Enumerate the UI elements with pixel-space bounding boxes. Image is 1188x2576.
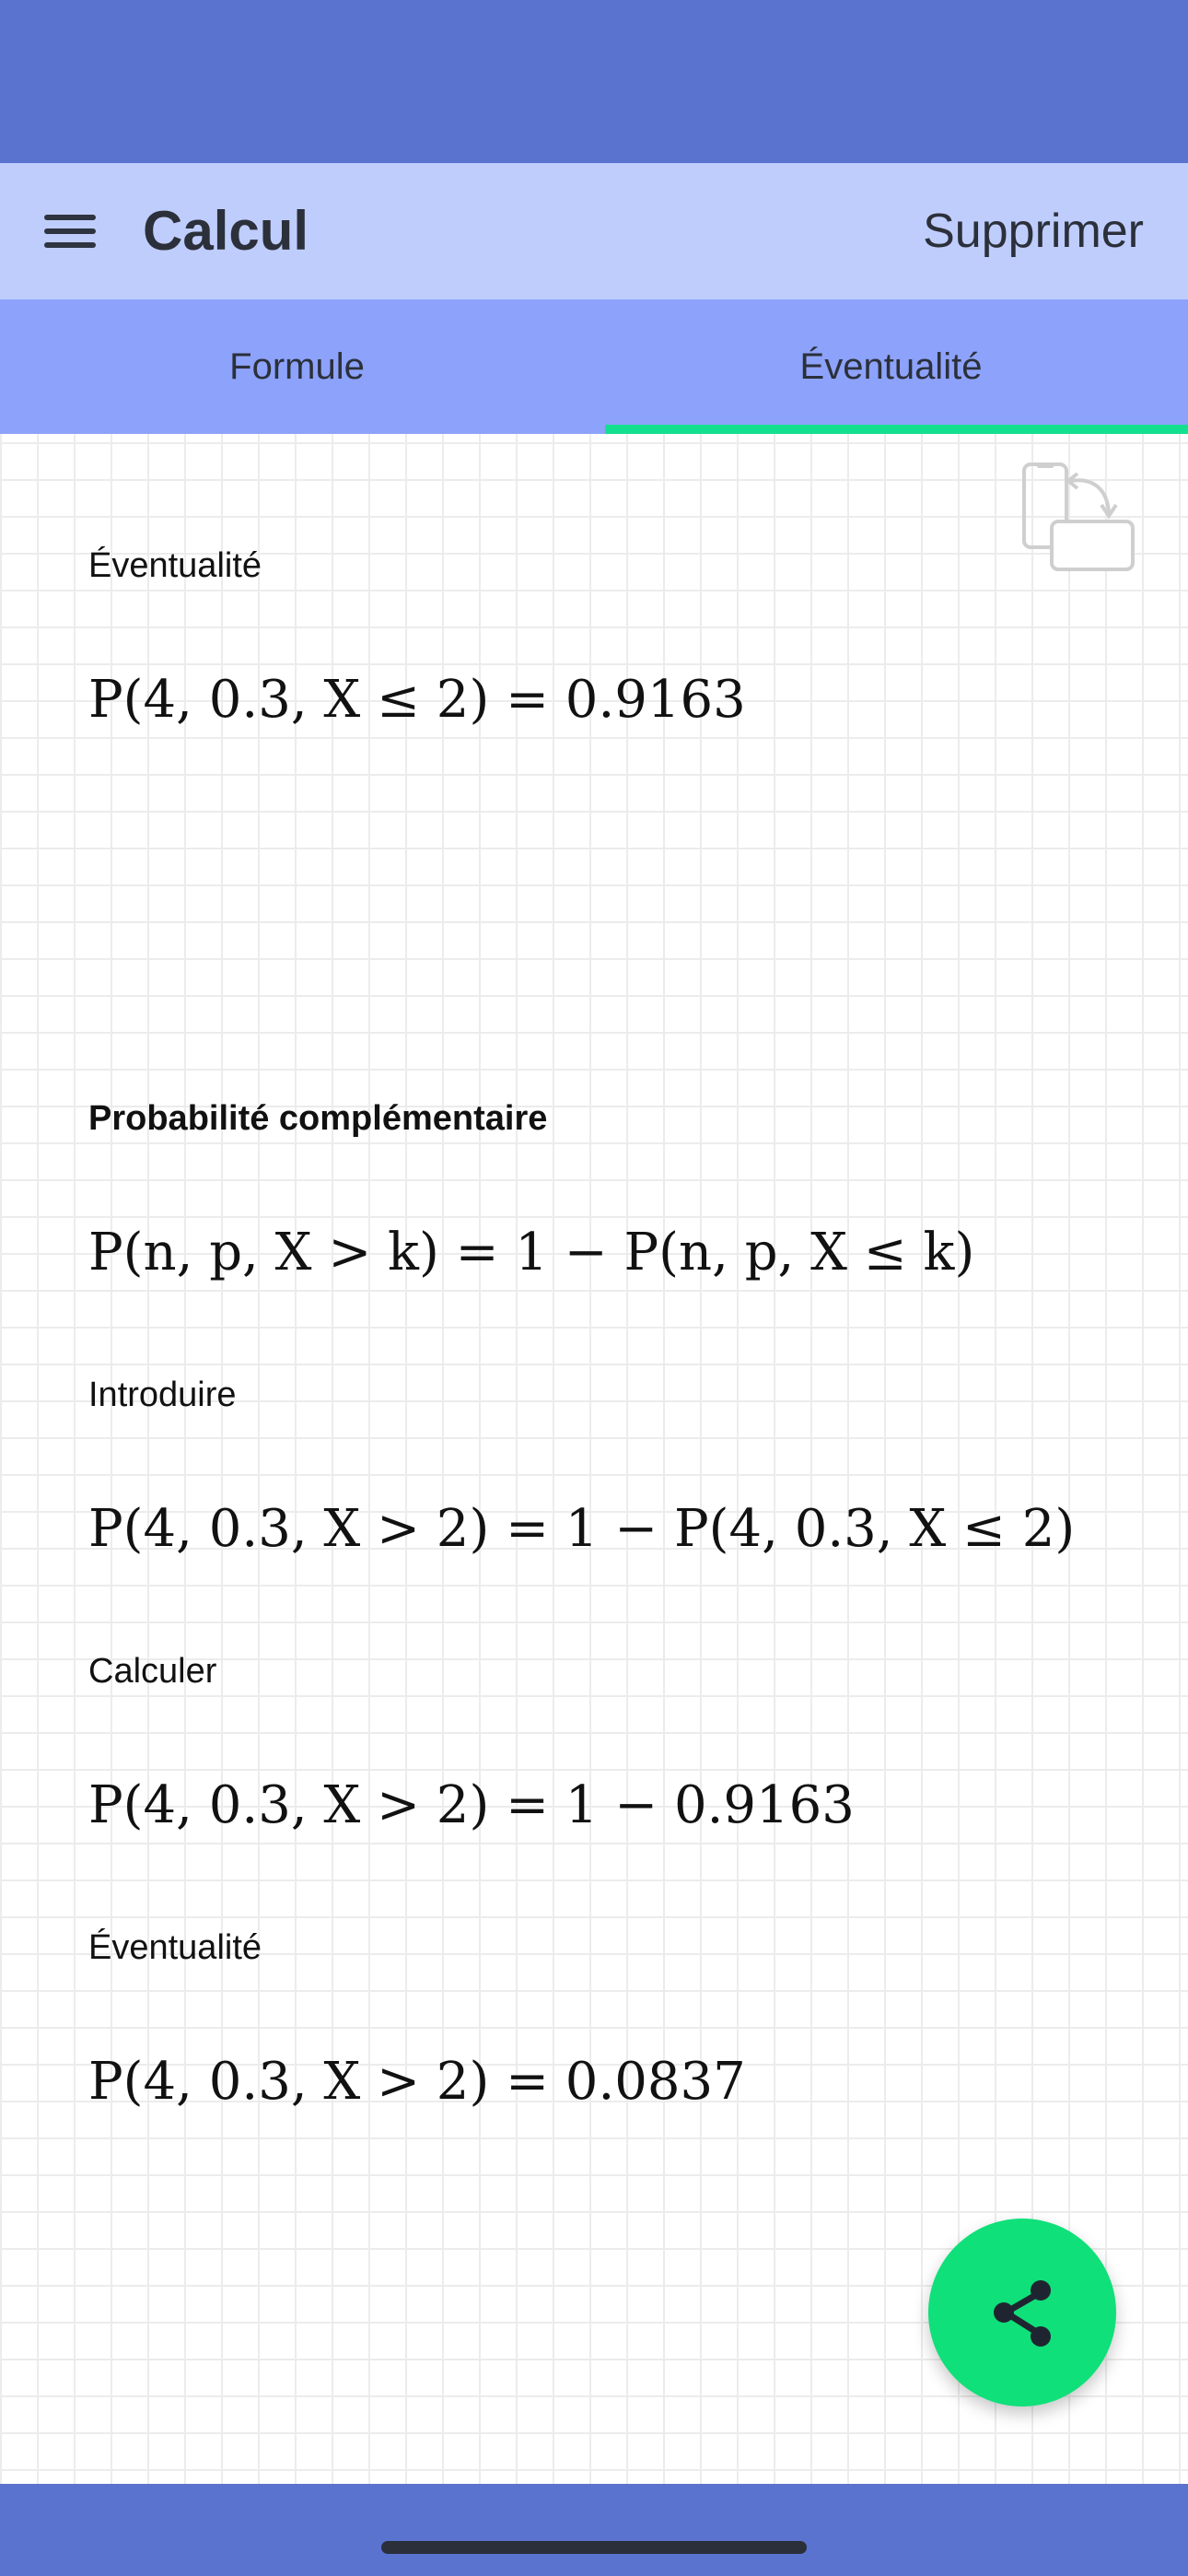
screen-rotation-icon[interactable] — [1020, 461, 1136, 577]
step-formula-eventualite: P(4, 0.3, X > 2) = 0.0837 — [88, 2052, 746, 2112]
result-label: Éventualité — [88, 546, 262, 585]
step-formula-calculer: P(4, 0.3, X > 2) = 1 − 0.9163 — [88, 1775, 855, 1835]
delete-button[interactable]: Supprimer — [923, 205, 1144, 258]
tab-label: Formule — [229, 345, 365, 387]
menu-icon-line — [44, 242, 96, 248]
menu-icon-line — [44, 228, 96, 234]
tab-label: Éventualité — [799, 345, 983, 387]
step-label-introduire: Introduire — [88, 1376, 237, 1414]
share-icon — [976, 2266, 1068, 2359]
tab-selected-indicator — [605, 425, 1188, 434]
app-bar — [0, 163, 1188, 299]
step-label-eventualite: Éventualité — [88, 1928, 262, 1967]
step-formula-introduire: P(4, 0.3, X > 2) = 1 − P(4, 0.3, X ≤ 2) — [88, 1499, 1076, 1559]
share-button[interactable] — [928, 2219, 1116, 2406]
home-indicator[interactable] — [381, 2541, 807, 2554]
tab-bar — [0, 299, 1188, 434]
status-bar — [0, 0, 1188, 163]
result-formula: P(4, 0.3, X ≤ 2) = 0.9163 — [88, 670, 746, 730]
step-label-calculer: Calculer — [88, 1652, 217, 1691]
menu-icon[interactable] — [44, 211, 96, 252]
navigation-bar — [0, 2484, 1188, 2576]
app-title: Calcul — [143, 200, 309, 262]
tab-formule[interactable] — [0, 299, 594, 434]
complement-formula: P(n, p, X > k) = 1 − P(n, p, X ≤ k) — [88, 1223, 975, 1282]
complement-heading: Probabilité complémentaire — [88, 1099, 548, 1138]
menu-icon-line — [44, 215, 96, 220]
tab-eventualite[interactable] — [594, 299, 1188, 434]
